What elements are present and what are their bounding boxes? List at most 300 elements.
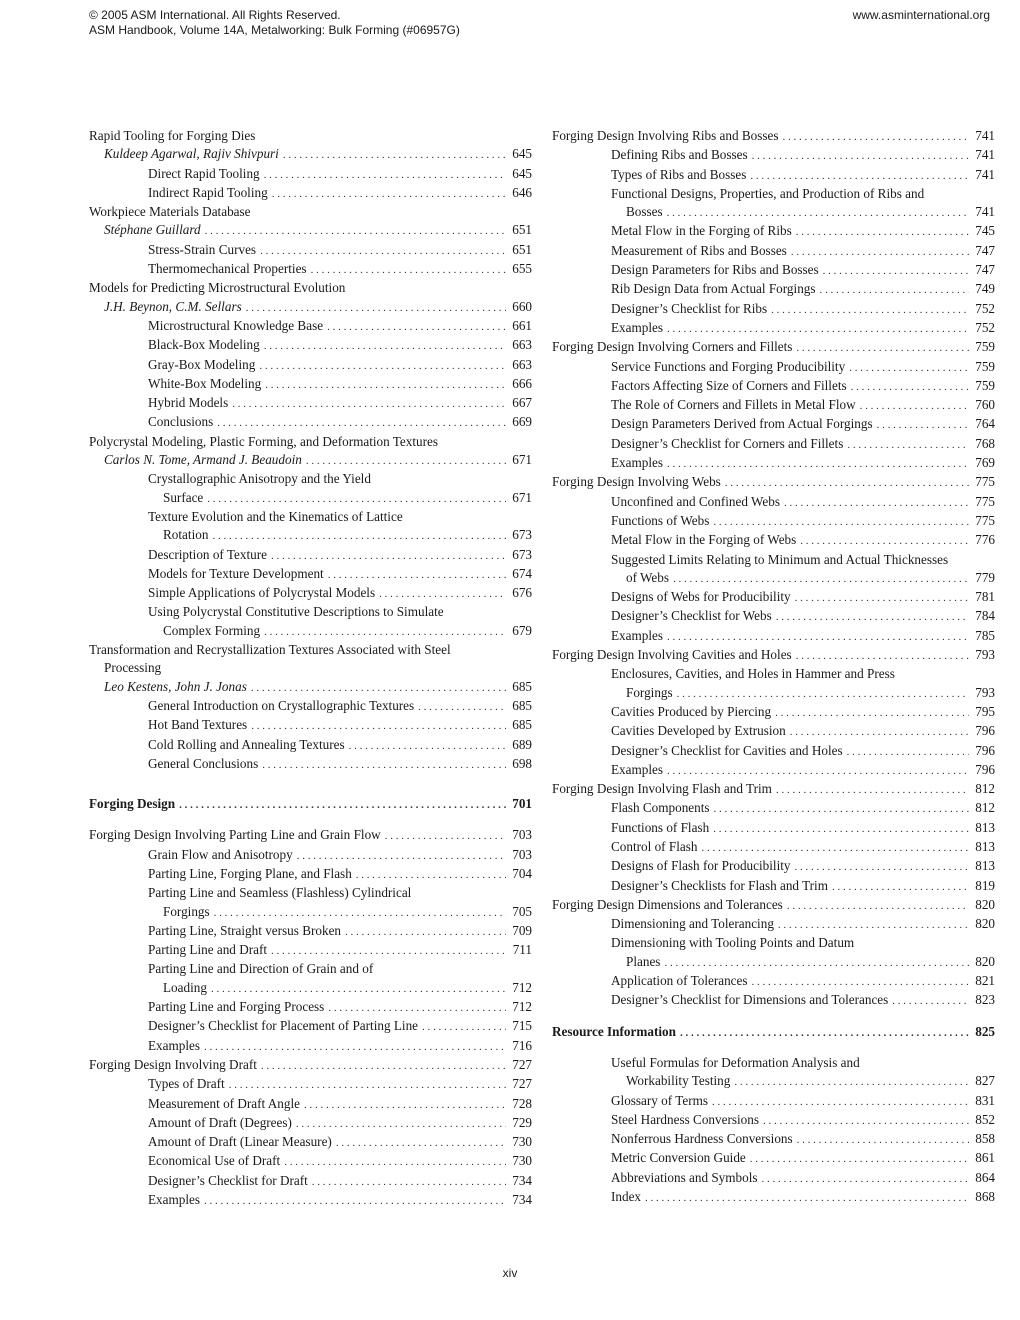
toc-page-number: 685 bbox=[512, 717, 532, 733]
toc-subentry[interactable] bbox=[89, 1191, 532, 1210]
toc-entry-title: Steel Hardness Conversions bbox=[611, 1111, 759, 1127]
dot-leader bbox=[714, 800, 969, 818]
toc-page-number: 689 bbox=[512, 736, 532, 752]
toc-entry-title: Designs of Flash for Producibility bbox=[611, 858, 791, 874]
toc-author-entry[interactable] bbox=[89, 298, 532, 317]
toc-subentry[interactable] bbox=[89, 1172, 532, 1191]
toc-subentry[interactable] bbox=[552, 280, 995, 299]
toc-page-number: 775 bbox=[975, 512, 995, 528]
toc-left-column bbox=[89, 127, 532, 1210]
toc-subentry[interactable] bbox=[552, 627, 995, 646]
toc-page-number: 645 bbox=[512, 165, 532, 181]
toc-page-number: 768 bbox=[975, 435, 995, 451]
toc-page-number: 779 bbox=[975, 569, 995, 585]
toc-subentry[interactable] bbox=[552, 261, 995, 280]
toc-entry-title: Microstructural Knowledge Base bbox=[148, 317, 324, 333]
toc-entry-title: Designer’s Checklist for Draft bbox=[148, 1172, 308, 1188]
toc-subentry[interactable] bbox=[89, 260, 532, 279]
dot-leader bbox=[271, 547, 506, 565]
toc-subentry[interactable] bbox=[552, 435, 995, 454]
dot-leader bbox=[778, 916, 969, 934]
toc-entry-title: Polycrystal Modeling, Plastic Forming, and Deformation Textures bbox=[89, 433, 438, 449]
toc-subentry[interactable] bbox=[89, 697, 532, 716]
dot-leader bbox=[211, 980, 506, 998]
toc-article-entry[interactable] bbox=[552, 473, 995, 492]
toc-author-entry[interactable] bbox=[89, 221, 532, 240]
toc-page-number: 661 bbox=[512, 317, 532, 333]
toc-subentry[interactable] bbox=[552, 703, 995, 722]
toc-page-number: 813 bbox=[975, 858, 995, 874]
toc-subentry[interactable] bbox=[89, 960, 532, 998]
toc-entry-title: Workability Testing bbox=[626, 1073, 731, 1089]
toc-section-heading[interactable] bbox=[552, 1023, 995, 1042]
toc-entry-title: Simple Applications of Polycrystal Models bbox=[148, 585, 376, 601]
dot-leader bbox=[667, 455, 969, 473]
toc-subentry[interactable] bbox=[89, 375, 532, 394]
dot-leader bbox=[851, 378, 969, 396]
toc-page-number: 727 bbox=[512, 1056, 532, 1072]
toc-subentry[interactable] bbox=[89, 184, 532, 203]
toc-entry-title: Black-Box Modeling bbox=[148, 337, 260, 353]
toc-subentry[interactable] bbox=[552, 454, 995, 473]
toc-page-number: 796 bbox=[975, 723, 995, 739]
toc-subentry[interactable] bbox=[552, 972, 995, 991]
toc-page-number: 666 bbox=[512, 375, 532, 391]
toc-subentry[interactable] bbox=[89, 1017, 532, 1036]
toc-page-number: 852 bbox=[975, 1111, 995, 1127]
toc-entry-title: Examples bbox=[148, 1037, 201, 1053]
toc-entry-title: Forging Design bbox=[89, 796, 176, 812]
toc-subentry[interactable] bbox=[89, 846, 532, 865]
toc-subentry[interactable] bbox=[89, 941, 532, 960]
toc-article-entry[interactable] bbox=[89, 433, 532, 451]
toc-subentry[interactable] bbox=[89, 336, 532, 355]
toc-subentry[interactable] bbox=[89, 998, 532, 1017]
toc-subentry[interactable] bbox=[89, 470, 532, 508]
toc-page-number: 752 bbox=[975, 300, 995, 316]
dot-leader bbox=[787, 897, 969, 915]
toc-subentry[interactable] bbox=[89, 865, 532, 884]
toc-entry-title: Design Parameters Derived from Actual Forgings bbox=[611, 416, 873, 432]
toc-entry-title: Examples bbox=[611, 761, 664, 777]
toc-subentry[interactable] bbox=[89, 755, 532, 774]
toc-subentry[interactable] bbox=[552, 1169, 995, 1188]
toc-subentry[interactable] bbox=[89, 546, 532, 565]
toc-entry-title: Rib Design Data from Actual Forgings bbox=[611, 281, 816, 297]
toc-subentry[interactable] bbox=[552, 722, 995, 741]
toc-page-number: 674 bbox=[512, 565, 532, 581]
toc-entry-title: Forgings bbox=[163, 903, 210, 919]
toc-page-number: 679 bbox=[512, 622, 532, 638]
dot-leader bbox=[776, 781, 969, 799]
toc-entry-title: Hot Band Textures bbox=[148, 717, 248, 733]
toc-subentry[interactable] bbox=[89, 884, 532, 922]
dot-leader bbox=[345, 923, 506, 941]
toc-page-number: 667 bbox=[512, 395, 532, 411]
dot-leader bbox=[823, 262, 969, 280]
toc-subentry[interactable] bbox=[89, 165, 532, 184]
toc-subentry[interactable] bbox=[552, 1111, 995, 1130]
page-number: xiv bbox=[502, 1266, 518, 1280]
dot-leader bbox=[790, 723, 969, 741]
toc-page-number: 741 bbox=[975, 204, 995, 220]
toc-page-number: 701 bbox=[512, 796, 532, 812]
dot-leader bbox=[795, 589, 969, 607]
toc-entry-title: Amount of Draft (Linear Measure) bbox=[148, 1134, 332, 1150]
toc-entry-title: Flash Components bbox=[611, 800, 710, 816]
dot-leader bbox=[217, 414, 506, 432]
toc-entry-title: Parting Line and Seamless (Flashless) Cylindrical bbox=[148, 885, 412, 901]
toc-entry-title: Models for Predicting Microstructural Evolution bbox=[89, 280, 346, 296]
toc-entry-title: Cavities Developed by Extrusion bbox=[611, 723, 786, 739]
toc-page-number: 775 bbox=[975, 493, 995, 509]
toc-article-entry[interactable] bbox=[89, 1056, 532, 1075]
toc-page-number: 825 bbox=[975, 1023, 995, 1039]
dot-leader bbox=[750, 1150, 969, 1168]
toc-page-number: 823 bbox=[975, 992, 995, 1008]
dot-leader bbox=[246, 299, 506, 317]
toc-page-number: 775 bbox=[975, 474, 995, 490]
dot-leader bbox=[328, 999, 506, 1017]
toc-subentry[interactable] bbox=[552, 300, 995, 319]
toc-page-number: 711 bbox=[512, 942, 532, 958]
dot-leader bbox=[667, 320, 969, 338]
toc-article-entry[interactable] bbox=[552, 780, 995, 799]
toc-subentry[interactable] bbox=[552, 1054, 995, 1092]
dot-leader bbox=[349, 737, 506, 755]
toc-subentry[interactable] bbox=[552, 857, 995, 876]
toc-subentry[interactable] bbox=[89, 413, 532, 432]
toc-article-entry[interactable] bbox=[89, 203, 532, 221]
toc-entry-title: Indirect Rapid Tooling bbox=[148, 184, 268, 200]
dot-leader bbox=[297, 847, 506, 865]
toc-entry-title: Loading bbox=[163, 979, 207, 995]
toc-subentry[interactable] bbox=[89, 317, 532, 336]
dot-leader bbox=[264, 166, 506, 184]
toc-entry-title: Glossary of Terms bbox=[611, 1092, 708, 1108]
dot-leader bbox=[336, 1134, 506, 1152]
toc-subentry[interactable] bbox=[552, 531, 995, 550]
toc-entry-title: Dimensioning and Tolerancing bbox=[611, 916, 774, 932]
toc-page-number: 813 bbox=[975, 838, 995, 854]
toc-subentry[interactable] bbox=[552, 915, 995, 934]
toc-subentry[interactable] bbox=[552, 377, 995, 396]
dot-leader bbox=[251, 717, 506, 735]
toc-entry-title: Hybrid Models bbox=[148, 395, 229, 411]
toc-entry-title: Surface bbox=[163, 489, 204, 505]
toc-entry-title: Design Parameters for Ribs and Bosses bbox=[611, 262, 819, 278]
toc-subentry[interactable] bbox=[89, 736, 532, 755]
dot-leader bbox=[784, 494, 969, 512]
dot-leader bbox=[712, 1093, 969, 1111]
toc-page-number: 793 bbox=[975, 647, 995, 663]
dot-leader bbox=[284, 1153, 506, 1171]
page-header-left bbox=[89, 8, 460, 37]
dot-leader bbox=[667, 204, 969, 222]
toc-subentry[interactable] bbox=[89, 1133, 532, 1152]
dot-leader bbox=[327, 318, 506, 336]
toc-entry-title: General Conclusions bbox=[148, 755, 259, 771]
dot-leader bbox=[667, 762, 969, 780]
dot-leader bbox=[713, 820, 969, 838]
toc-entry-title: Enclosures, Cavities, and Holes in Hammer and Press bbox=[611, 666, 895, 682]
toc-entry-title: Resource Information bbox=[552, 1023, 676, 1039]
toc-subentry[interactable] bbox=[552, 742, 995, 761]
toc-entry-title: The Role of Corners and Fillets in Metal Flow bbox=[611, 397, 856, 413]
toc-entry-title: Index bbox=[611, 1189, 642, 1205]
toc-subentry[interactable] bbox=[552, 396, 995, 415]
toc-entry-title: Parting Line and Draft bbox=[148, 942, 268, 958]
toc-entry-title: Designer’s Checklist for Placement of Parting Line bbox=[148, 1018, 419, 1034]
toc-article-entry[interactable] bbox=[89, 127, 532, 145]
toc-page-number: 734 bbox=[512, 1172, 532, 1188]
toc-entry-title: Designer’s Checklist for Webs bbox=[611, 608, 772, 624]
toc-page-number: 651 bbox=[512, 241, 532, 257]
toc-author-entry[interactable] bbox=[89, 451, 532, 470]
toc-entry-title: General Introduction on Crystallographic Textures bbox=[148, 697, 415, 713]
toc-subentry[interactable] bbox=[552, 146, 995, 165]
dot-leader bbox=[262, 756, 506, 774]
toc-subentry[interactable] bbox=[89, 1075, 532, 1094]
toc-page-number: 759 bbox=[975, 358, 995, 374]
toc-entry-title: Models for Texture Development bbox=[148, 565, 324, 581]
toc-page-number: 646 bbox=[512, 184, 532, 200]
toc-entry-title: Application of Tolerances bbox=[611, 973, 748, 989]
toc-entry-title: Parting Line, Forging Plane, and Flash bbox=[148, 865, 352, 881]
toc-page-number: 776 bbox=[975, 532, 995, 548]
toc-entry-title: Abbreviations and Symbols bbox=[611, 1169, 758, 1185]
dot-leader bbox=[260, 242, 506, 260]
dot-leader bbox=[379, 585, 506, 603]
toc-page-number: 715 bbox=[512, 1018, 532, 1034]
dot-leader bbox=[204, 1192, 506, 1210]
dot-leader bbox=[265, 376, 506, 394]
toc-page-number: 712 bbox=[512, 979, 532, 995]
toc-page-number: 813 bbox=[975, 819, 995, 835]
dot-leader bbox=[422, 1018, 506, 1036]
toc-entry-title: Types of Draft bbox=[148, 1076, 225, 1092]
toc-subentry[interactable] bbox=[552, 761, 995, 780]
toc-section-heading[interactable] bbox=[89, 795, 532, 814]
toc-page-number: 820 bbox=[975, 953, 995, 969]
toc-subentry[interactable] bbox=[552, 991, 995, 1010]
toc-page-number: 703 bbox=[512, 846, 532, 862]
toc-page-number: 858 bbox=[975, 1131, 995, 1147]
toc-entry-title: Complex Forming bbox=[163, 622, 261, 638]
toc-subentry[interactable] bbox=[89, 394, 532, 413]
toc-entry-title: Designer’s Checklist for Cavities and Holes bbox=[611, 742, 843, 758]
toc-entry-title: Control of Flash bbox=[611, 838, 698, 854]
toc-subentry[interactable] bbox=[552, 512, 995, 531]
toc-entry-title: Forging Design Involving Webs bbox=[552, 474, 721, 490]
toc-subentry[interactable] bbox=[552, 222, 995, 241]
dot-leader bbox=[796, 339, 969, 357]
toc-page-number: 673 bbox=[512, 546, 532, 562]
toc-entry-title: Leo Kestens, John J. Jonas bbox=[104, 678, 247, 694]
dot-leader bbox=[877, 416, 969, 434]
toc-entry-title: Forging Design Involving Flash and Trim bbox=[552, 781, 772, 797]
toc-entry-title: Unconfined and Confined Webs bbox=[611, 493, 780, 509]
toc-article-entry[interactable] bbox=[552, 127, 995, 146]
toc-subentry[interactable] bbox=[89, 584, 532, 603]
toc-entry-title: Forging Design Dimensions and Tolerances bbox=[552, 896, 783, 912]
toc-subentry[interactable] bbox=[552, 819, 995, 838]
toc-subentry[interactable] bbox=[89, 1037, 532, 1056]
toc-subentry[interactable] bbox=[89, 241, 532, 260]
toc-entry-title: Examples bbox=[611, 455, 664, 471]
dot-leader bbox=[645, 1189, 969, 1207]
dot-leader bbox=[283, 146, 506, 164]
dot-leader bbox=[212, 527, 506, 545]
toc-article-entry[interactable] bbox=[552, 896, 995, 915]
toc-subentry[interactable] bbox=[552, 607, 995, 626]
dot-leader bbox=[229, 1076, 506, 1094]
toc-page-number: 764 bbox=[975, 416, 995, 432]
toc-entry-title: Workpiece Materials Database bbox=[89, 204, 251, 220]
toc-entry-title: Crystallographic Anisotropy and the Yield bbox=[148, 471, 371, 487]
toc-entry-title: Examples bbox=[611, 319, 664, 335]
toc-subentry[interactable] bbox=[552, 358, 995, 377]
toc-page-number: 741 bbox=[975, 166, 995, 182]
toc-entry-title: Designer’s Checklists for Flash and Trim bbox=[611, 877, 828, 893]
toc-page-number: 703 bbox=[512, 827, 532, 843]
toc-article-entry[interactable] bbox=[89, 826, 532, 845]
toc-subentry[interactable] bbox=[89, 1095, 532, 1114]
dot-leader bbox=[296, 1115, 506, 1133]
toc-entry-title: Forging Design Involving Corners and Fillets bbox=[552, 339, 793, 355]
toc-page-number: 712 bbox=[512, 999, 532, 1015]
dot-leader bbox=[261, 1057, 506, 1075]
dot-leader bbox=[328, 566, 506, 584]
toc-subentry[interactable] bbox=[552, 877, 995, 896]
toc-entry-title: Measurement of Draft Angle bbox=[148, 1095, 300, 1111]
dot-leader bbox=[214, 904, 506, 922]
toc-author-entry[interactable] bbox=[89, 678, 532, 697]
toc-entry-title: Cavities Produced by Piercing bbox=[611, 703, 772, 719]
toc-page-number: 671 bbox=[512, 489, 532, 505]
toc-subentry[interactable] bbox=[552, 1149, 995, 1168]
dot-leader bbox=[701, 839, 969, 857]
toc-page-number: 709 bbox=[512, 922, 532, 938]
toc-page-number: 827 bbox=[975, 1073, 995, 1089]
toc-subentry[interactable] bbox=[89, 603, 532, 641]
toc-subentry[interactable] bbox=[89, 1114, 532, 1133]
toc-article-entry[interactable] bbox=[552, 646, 995, 665]
toc-subentry[interactable] bbox=[552, 799, 995, 818]
dot-leader bbox=[847, 436, 969, 454]
toc-subentry[interactable] bbox=[552, 185, 995, 223]
dot-leader bbox=[272, 185, 506, 203]
dot-leader bbox=[385, 827, 506, 845]
toc-page-number: 663 bbox=[512, 356, 532, 372]
toc-entry-title: Transformation and Recrystallization Textures Associated with Steel bbox=[89, 642, 451, 658]
dot-leader bbox=[892, 992, 969, 1010]
toc-author-entry[interactable] bbox=[89, 145, 532, 164]
toc-page-number: 781 bbox=[975, 589, 995, 605]
toc-entry-title: Gray-Box Modeling bbox=[148, 356, 256, 372]
toc-subentry[interactable] bbox=[89, 716, 532, 735]
dot-leader bbox=[264, 337, 506, 355]
toc-page-number: 819 bbox=[975, 877, 995, 893]
toc-page-number: 796 bbox=[975, 742, 995, 758]
toc-page-number: 727 bbox=[512, 1076, 532, 1092]
toc-subentry[interactable] bbox=[552, 665, 995, 703]
toc-subentry[interactable] bbox=[552, 588, 995, 607]
toc-article-entry[interactable] bbox=[89, 641, 532, 678]
page-header-right bbox=[853, 8, 990, 23]
dot-leader bbox=[664, 954, 969, 972]
toc-subentry[interactable] bbox=[552, 493, 995, 512]
toc-subentry[interactable] bbox=[552, 242, 995, 261]
toc-subentry[interactable] bbox=[89, 356, 532, 375]
toc-page-number: 759 bbox=[975, 377, 995, 393]
toc-page-number: 864 bbox=[975, 1169, 995, 1185]
book-title-line: ASM Handbook, Volume 14A, Metalworking: Bulk Forming (#06957G) bbox=[89, 22, 460, 37]
toc-entry-title: Rotation bbox=[163, 527, 209, 543]
dot-leader bbox=[796, 647, 969, 665]
toc-entry-title: J.H. Beynon, C.M. Sellars bbox=[104, 298, 242, 314]
toc-article-entry[interactable] bbox=[89, 279, 532, 297]
toc-subentry[interactable] bbox=[89, 508, 532, 546]
toc-entry-title: Using Polycrystal Constitutive Descriptions to Simulate bbox=[148, 604, 444, 620]
toc-article-entry[interactable] bbox=[552, 338, 995, 357]
toc-page-number: 704 bbox=[512, 865, 532, 881]
toc-subentry[interactable] bbox=[552, 1188, 995, 1207]
toc-page-number: 784 bbox=[975, 608, 995, 624]
dot-leader bbox=[771, 301, 969, 319]
toc-subentry[interactable] bbox=[89, 1152, 532, 1171]
dot-leader bbox=[752, 147, 969, 165]
toc-page-number: 685 bbox=[512, 697, 532, 713]
toc-entry-title: Direct Rapid Tooling bbox=[148, 165, 260, 181]
toc-entry-title: Designer’s Checklist for Ribs bbox=[611, 300, 768, 316]
dot-leader bbox=[251, 679, 506, 697]
dot-leader bbox=[775, 704, 969, 722]
toc-entry-title: Economical Use of Draft bbox=[148, 1153, 281, 1169]
dot-leader bbox=[847, 743, 969, 761]
toc-page-number: 749 bbox=[975, 281, 995, 297]
toc-subentry[interactable] bbox=[552, 934, 995, 972]
toc-subentry[interactable] bbox=[552, 1130, 995, 1149]
toc-right-column bbox=[552, 127, 995, 1207]
toc-entry-title: Types of Ribs and Bosses bbox=[611, 166, 747, 182]
toc-page-number: 820 bbox=[975, 896, 995, 912]
toc-subentry[interactable] bbox=[552, 838, 995, 857]
toc-subentry[interactable] bbox=[552, 1092, 995, 1111]
toc-subentry[interactable] bbox=[552, 415, 995, 434]
toc-subentry[interactable] bbox=[552, 319, 995, 338]
toc-page-number: 651 bbox=[512, 222, 532, 238]
dot-leader bbox=[232, 395, 506, 413]
toc-entry-title: Processing bbox=[104, 660, 162, 676]
toc-subentry[interactable] bbox=[89, 565, 532, 584]
toc-entry-title: Cold Rolling and Annealing Textures bbox=[148, 736, 345, 752]
toc-page-number: 861 bbox=[975, 1150, 995, 1166]
toc-subentry[interactable] bbox=[552, 166, 995, 185]
dot-leader bbox=[179, 796, 506, 814]
toc-subentry[interactable] bbox=[552, 551, 995, 589]
dot-leader bbox=[680, 1024, 969, 1042]
toc-entry-title: Forging Design Involving Cavities and Holes bbox=[552, 647, 792, 663]
dot-leader bbox=[312, 1173, 506, 1191]
toc-page-number: 747 bbox=[975, 242, 995, 258]
toc-entry-title: Carlos N. Tome, Armand J. Beaudoin bbox=[104, 452, 302, 468]
dot-leader bbox=[796, 223, 969, 241]
dot-leader bbox=[667, 628, 969, 646]
dot-leader bbox=[750, 167, 969, 185]
toc-subentry[interactable] bbox=[89, 922, 532, 941]
website-link[interactable]: www.asminternational.org bbox=[852, 8, 990, 22]
